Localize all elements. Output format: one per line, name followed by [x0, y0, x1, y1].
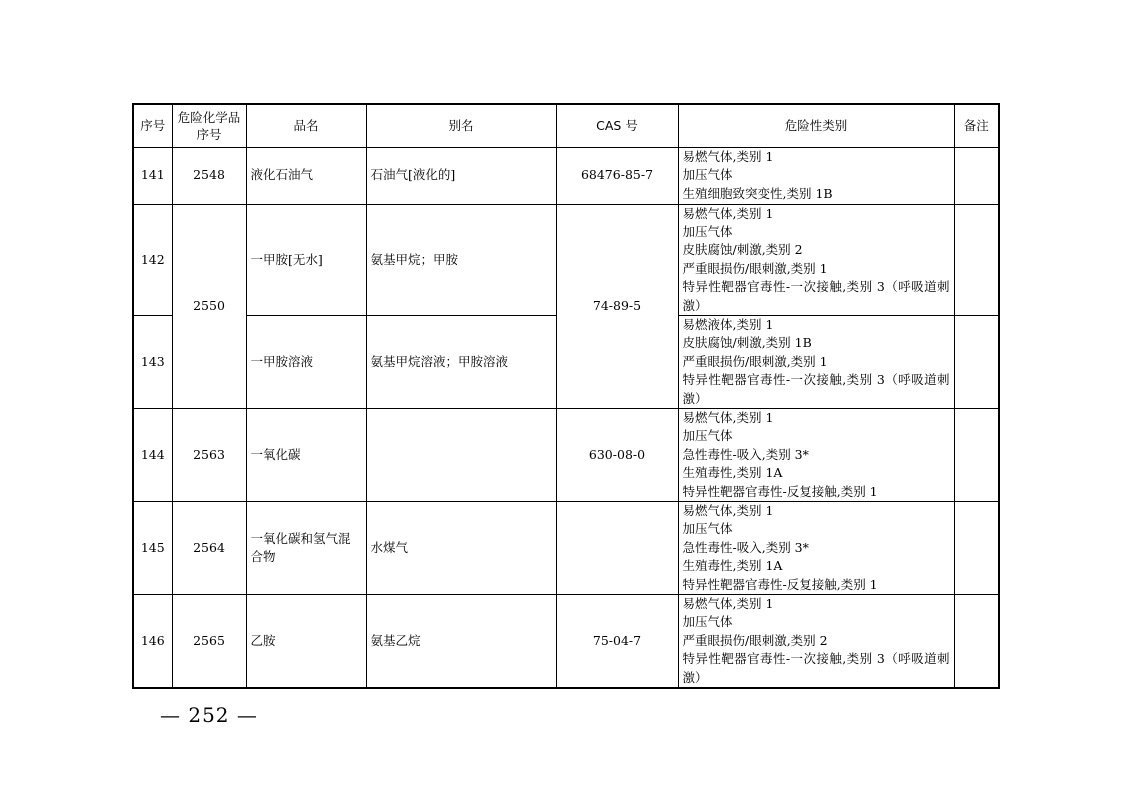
- cell-hazard-class: [678, 595, 954, 689]
- cell-reg-no: 2550: [172, 204, 246, 408]
- cell-name: 一甲胺[无水]: [246, 204, 366, 315]
- cell-alias: [366, 408, 556, 501]
- page-number: [160, 703, 258, 727]
- cell-alias: 氨基甲烷；甲胺: [366, 204, 556, 315]
- cell-seq: 146: [133, 595, 172, 689]
- hazard-line: 易燃气体,类别 1: [682, 148, 774, 164]
- cell-alias: 氨基乙烷: [366, 595, 556, 689]
- table-row: [133, 204, 999, 315]
- cell-seq: 145: [133, 502, 172, 595]
- page-number-value: 252: [188, 703, 230, 727]
- header-reg-no: 危险化学品序号: [172, 104, 246, 147]
- cell-cas: 74-89-5: [556, 204, 678, 408]
- hazard-line: 加压气体: [682, 521, 733, 537]
- hazard-line: 加压气体: [682, 428, 733, 444]
- hazard-line: 易燃气体,类别 1: [682, 205, 774, 221]
- header-cas: CAS 号: [556, 104, 678, 147]
- cell-seq: 142: [133, 204, 172, 315]
- folio-dash-right: —: [236, 703, 258, 727]
- hazard-line: 急性毒性-吸入,类别 3*: [682, 539, 809, 555]
- hazard-line: 易燃气体,类别 1: [682, 503, 774, 518]
- cell-hazard-class: [678, 502, 954, 595]
- hazard-line: 生殖毒性,类别 1A: [682, 465, 783, 481]
- header-name: 品名: [246, 104, 366, 147]
- folio-dash-left: —: [160, 703, 181, 727]
- cell-remark: [954, 502, 999, 595]
- hazard-line: 急性毒性-吸入,类别 3*: [682, 446, 809, 462]
- hazard-line: 易燃气体,类别 1: [682, 409, 774, 425]
- cell-hazard-class: [678, 147, 954, 204]
- cell-alias: 氨基甲烷溶液；甲胺溶液: [366, 315, 556, 408]
- cell-cas: 75-04-7: [556, 595, 678, 689]
- cell-reg-no: 2563: [172, 408, 246, 501]
- header-remark: 备注: [954, 104, 999, 147]
- hazard-line: 特异性靶器官毒性-一次接触,类别 3（呼吸道刺激）: [682, 372, 950, 406]
- hazard-line: 易燃液体,类别 1: [682, 316, 774, 332]
- hazard-line: 加压气体: [682, 167, 733, 183]
- cell-reg-no: 2548: [172, 147, 246, 204]
- table-row: [133, 408, 999, 501]
- cell-remark: [954, 315, 999, 408]
- hazard-line: 特异性靶器官毒性-一次接触,类别 3（呼吸道刺激）: [682, 279, 950, 313]
- hazard-line: 皮肤腐蚀/刺激,类别 2: [682, 242, 803, 258]
- cell-remark: [954, 408, 999, 501]
- cell-remark: [954, 204, 999, 315]
- cell-name: 一甲胺溶液: [246, 315, 366, 408]
- cell-cas: 630-08-0: [556, 408, 678, 501]
- header-alias: 别名: [366, 104, 556, 147]
- cell-seq: 141: [133, 147, 172, 204]
- hazard-line: 加压气体: [682, 614, 733, 630]
- header-seq: 序号: [133, 104, 172, 147]
- hazard-line: 皮肤腐蚀/刺激,类别 1B: [682, 335, 812, 351]
- table-header-row: [133, 104, 999, 147]
- table-row: [133, 147, 999, 204]
- hazard-line: 加压气体: [682, 223, 733, 239]
- cell-remark: [954, 595, 999, 689]
- cell-reg-no: 2565: [172, 595, 246, 689]
- hazard-line: 特异性靶器官毒性-一次接触,类别 3（呼吸道刺激）: [682, 651, 950, 685]
- cell-cas: [556, 502, 678, 595]
- cell-remark: [954, 147, 999, 204]
- cell-name: 一氧化碳和氢气混合物: [246, 502, 366, 595]
- cell-cas: 68476-85-7: [556, 147, 678, 204]
- hazard-line: 生殖细胞致突变性,类别 1B: [682, 185, 833, 201]
- cell-seq: 143: [133, 315, 172, 408]
- hazardous-chemicals-table: [132, 103, 1000, 689]
- hazard-line: 严重眼损伤/眼刺激,类别 1: [682, 260, 828, 276]
- hazard-line: 易燃气体,类别 1: [682, 596, 774, 612]
- cell-hazard-class: [678, 408, 954, 501]
- cell-seq: 144: [133, 408, 172, 501]
- table-row: [133, 595, 999, 689]
- cell-hazard-class: [678, 315, 954, 408]
- table-row: [133, 502, 999, 595]
- cell-name: 乙胺: [246, 595, 366, 689]
- cell-name: 液化石油气: [246, 147, 366, 204]
- hazard-line: 严重眼损伤/眼刺激,类别 2: [682, 632, 828, 648]
- hazard-line: 特异性靶器官毒性-反复接触,类别 1: [682, 576, 878, 592]
- cell-reg-no: 2564: [172, 502, 246, 595]
- cell-name: 一氧化碳: [246, 408, 366, 501]
- cell-alias: 石油气[液化的]: [366, 147, 556, 204]
- cell-alias: 水煤气: [366, 502, 556, 595]
- hazard-line: 生殖毒性,类别 1A: [682, 558, 783, 574]
- header-hazard-class: 危险性类别: [678, 104, 954, 147]
- cell-hazard-class: [678, 204, 954, 315]
- hazard-line: 严重眼损伤/眼刺激,类别 1: [682, 353, 828, 369]
- hazard-line: 特异性靶器官毒性-反复接触,类别 1: [682, 483, 878, 499]
